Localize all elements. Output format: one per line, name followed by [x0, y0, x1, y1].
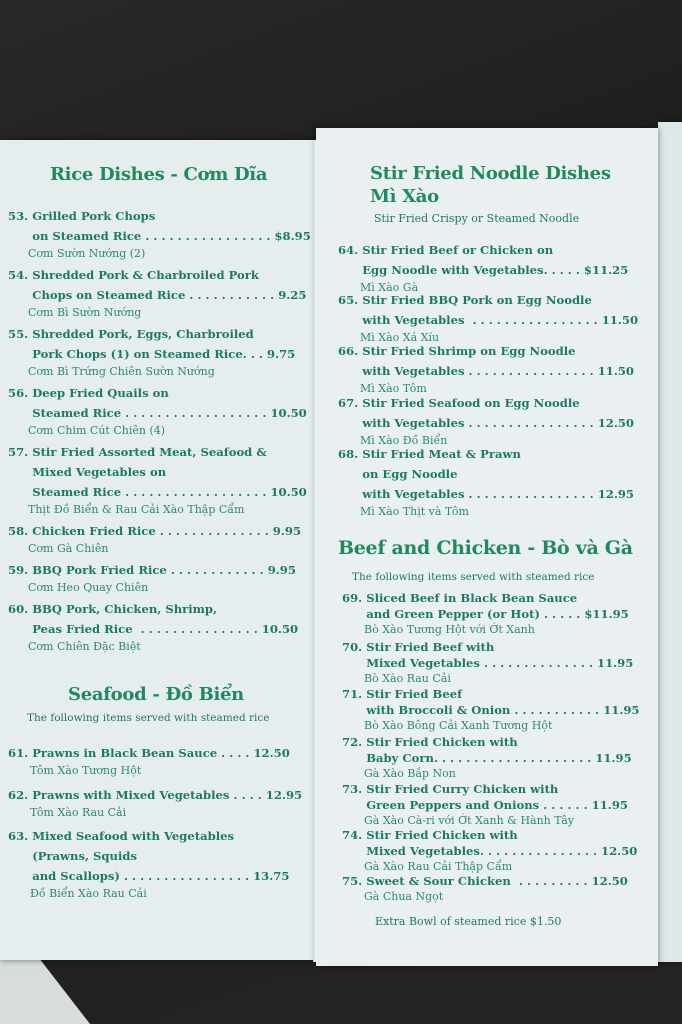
item-name: 57. Stir Fried Assorted Meat, Seafood &: [8, 445, 267, 459]
noodle-title-viet: Mì Xào: [370, 186, 439, 207]
beef-item: [342, 827, 637, 874]
item-name-price: Chops on Steamed Rice . . . . . . . . . . . 9.25: [8, 288, 307, 302]
item-name-price: 75. Sweet & Sour Chicken . . . . . . . . . 12.50: [342, 874, 628, 888]
item-name: 68. Stir Fried Meat & Prawn: [338, 447, 521, 461]
item-name: 72. Stir Fried Chicken with: [342, 735, 518, 749]
item-name-price: Egg Noodle with Vegetables. . . . . $11.25: [338, 263, 629, 277]
item-name-price: with Vegetables . . . . . . . . . . . . . . . . 12.95: [338, 487, 634, 501]
item-name: 69. Sliced Beef in Black Bean Sauce: [342, 591, 578, 605]
item-viet: Cơm Gà Chiên: [28, 542, 109, 555]
noodle-note: Stir Fried Crispy or Steamed Noodle: [374, 212, 580, 225]
item-name-price: Mixed Vegetables. . . . . . . . . . . . . . . 12.50: [342, 844, 638, 858]
item-name-price: 61. Prawns in Black Bean Sauce . . . . 12.50: [8, 746, 290, 760]
noodle-item: [338, 393, 634, 449]
item-name-price: Steamed Rice . . . . . . . . . . . . . . . . . . 10.50: [8, 406, 307, 420]
item-viet: Thịt Đồ Biển & Rau Cải Xào Thập Cẩm: [28, 503, 245, 516]
item-name-price: Baby Corn. . . . . . . . . . . . . . . . . . . . 11.95: [342, 751, 632, 765]
noodle-title: Stir Fried Noodle Dishes: [370, 163, 611, 184]
item-viet: Cơm Bì Sườn Nướng: [28, 306, 142, 319]
item-name: 55. Shredded Pork, Eggs, Charbroiled: [8, 327, 254, 341]
item-viet: Cơm Sườn Nướng (2): [28, 247, 146, 260]
item-name-price: with Vegetables . . . . . . . . . . . . . . . . 11.50: [338, 364, 634, 378]
item-name: (Prawns, Squids: [8, 849, 137, 863]
item-name-price: with Vegetables . . . . . . . . . . . . . . . . 11.50: [338, 313, 639, 327]
rice-item: [8, 599, 298, 655]
item-viet: Cơm Chiên Đặc Biệt: [28, 640, 141, 653]
seafood-note: The following items served with steamed rice: [27, 712, 270, 724]
item-viet: Mì Xào Thịt và Tôm: [360, 505, 469, 518]
item-viet: Cơm Heo Quay Chiên: [28, 581, 149, 594]
seafood-item: [8, 785, 302, 821]
item-name: 63. Mixed Seafood with Vegetables: [8, 829, 235, 843]
noodle-item: [338, 341, 634, 397]
item-name-price: Mixed Vegetables . . . . . . . . . . . . . . 11.95: [342, 656, 634, 670]
noodle-item: [338, 290, 638, 346]
rice-dishes-title: Rice Dishes - Cơm Dĩa: [50, 164, 268, 185]
item-name-price: Steamed Rice . . . . . . . . . . . . . . . . . . 10.50: [8, 485, 307, 499]
beef-item: [342, 639, 633, 686]
item-name-price: on Steamed Rice . . . . . . . . . . . . . . . . $8.95: [8, 229, 311, 243]
rice-item: [8, 265, 306, 321]
seafood-title: Seafood - Đồ Biển: [68, 684, 244, 705]
item-viet: Bò Xào Bông Cải Xanh Tương Hột: [364, 719, 553, 732]
rice-item: [8, 442, 307, 518]
item-viet: Tôm Xào Tương Hột: [30, 764, 142, 777]
item-name: 56. Deep Fried Quails on: [8, 386, 169, 400]
beef-item: [342, 686, 640, 733]
item-viet: Gà Xào Cà-ri với Ớt Xanh & Hành Tây: [364, 814, 575, 827]
item-viet: Bò Xào Rau Cải: [364, 672, 451, 685]
item-name-price: Pork Chops (1) on Steamed Rice. . . 9.75: [8, 347, 296, 361]
item-name: 60. BBQ Pork, Chicken, Shrimp,: [8, 602, 218, 616]
item-name-price: and Green Pepper (or Hot) . . . . . $11.95: [342, 607, 629, 621]
item-viet: Mì Xào Xá Xíu: [360, 331, 440, 344]
beef-chicken-title: Beef and Chicken - Bò và Gà: [338, 537, 633, 559]
beef-item: [342, 734, 632, 781]
item-name: 67. Stir Fried Seafood on Egg Noodle: [338, 396, 580, 410]
rice-item: [8, 521, 301, 557]
rice-item: [8, 383, 307, 439]
noodle-item: [338, 240, 628, 296]
beef-item: [342, 590, 629, 637]
item-name-price: and Scallops) . . . . . . . . . . . . . . . . 13.75: [8, 869, 290, 883]
item-viet: Cơm Chim Cút Chiên (4): [28, 424, 166, 437]
item-name: 71. Stir Fried Beef: [342, 687, 463, 701]
noodle-item: [338, 444, 634, 520]
item-name: 73. Stir Fried Curry Chicken with: [342, 782, 559, 796]
item-name: on Egg Noodle: [338, 467, 458, 481]
rice-item: [8, 324, 295, 380]
background-paper: [0, 960, 90, 1024]
item-name-price: with Broccoli & Onion . . . . . . . . . . . 11.95: [342, 703, 640, 717]
rice-item: [8, 560, 296, 596]
item-name: 64. Stir Fried Beef or Chicken on: [338, 243, 554, 257]
item-name: 70. Stir Fried Beef with: [342, 640, 495, 654]
beef-item: [342, 781, 628, 828]
item-name: 66. Stir Fried Shrimp on Egg Noodle: [338, 344, 576, 358]
item-viet: Tôm Xào Rau Cải: [30, 806, 127, 819]
item-viet: Gà Xào Bắp Non: [364, 767, 456, 780]
extra-rice-note: Extra Bowl of steamed rice $1.50: [375, 915, 562, 928]
item-name: 74. Stir Fried Chicken with: [342, 828, 518, 842]
item-name: 65. Stir Fried BBQ Pork on Egg Noodle: [338, 293, 592, 307]
item-viet: Mì Xào Tôm: [360, 382, 427, 395]
item-viet: Gà Xào Rau Cải Thập Cẩm: [364, 860, 513, 873]
item-name-price: 59. BBQ Pork Fried Rice . . . . . . . . . . . . 9.95: [8, 563, 296, 577]
item-viet: Cơm Bì Trứng Chiên Sườn Nướng: [28, 365, 215, 378]
seafood-item: [8, 743, 290, 779]
item-viet: Gà Chua Ngọt: [364, 890, 444, 903]
item-name-price: 58. Chicken Fried Rice . . . . . . . . . . . . . . 9.95: [8, 524, 302, 538]
adjacent-menu-panel: [658, 122, 682, 962]
item-name: 54. Shredded Pork & Charbroiled Pork: [8, 268, 259, 282]
beef-item: [342, 873, 628, 904]
item-viet: Đồ Biển Xào Rau Cải: [30, 887, 147, 900]
item-name-price: Green Peppers and Onions . . . . . . 11.95: [342, 798, 628, 812]
beef-chicken-note: The following items served with steamed rice: [352, 571, 595, 583]
item-name: Mixed Vegetables on: [8, 465, 167, 479]
seafood-item: [8, 826, 289, 902]
item-name-price: with Vegetables . . . . . . . . . . . . . . . . 12.50: [338, 416, 634, 430]
menu-fold: [313, 140, 316, 962]
item-viet: Mì Xào Gà: [360, 281, 419, 294]
item-name-price: Peas Fried Rice . . . . . . . . . . . . . . . 10.50: [8, 622, 299, 636]
item-name: 53. Grilled Pork Chops: [8, 209, 156, 223]
item-viet: Bò Xào Tương Hột với Ớt Xanh: [364, 623, 535, 636]
rice-item: [8, 206, 311, 262]
item-viet: Mì Xào Đồ Biển: [360, 434, 448, 447]
item-name-price: 62. Prawns with Mixed Vegetables . . . . 12.95: [8, 788, 303, 802]
